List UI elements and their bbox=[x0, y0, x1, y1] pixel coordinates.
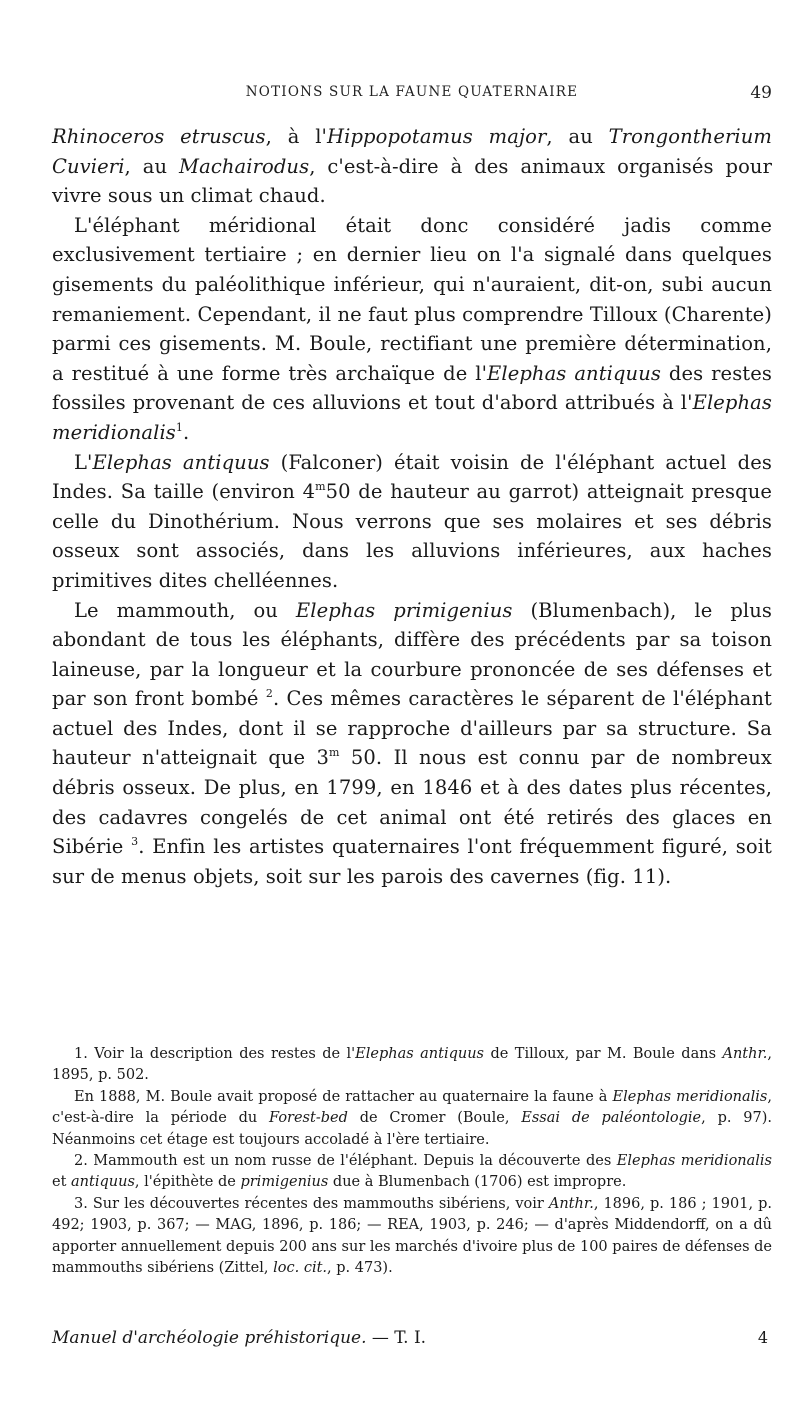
text-run: , c'est-à-dire la période du bbox=[52, 1088, 772, 1127]
footnote-1 bbox=[52, 1044, 772, 1087]
running-title: NOTIONS SUR LA FAUNE QUATERNAIRE bbox=[245, 84, 579, 100]
page-header bbox=[52, 84, 772, 104]
text-run: de Tilloux, par M. Boule dans bbox=[484, 1046, 723, 1062]
signature-mark: 4 bbox=[757, 1328, 768, 1347]
journal-name: Anthr. bbox=[722, 1046, 768, 1062]
taxon-name: Elephas meridionalis bbox=[616, 1153, 772, 1170]
text-run: 2. Mammouth est un nom russe de l'éléphant. Depuis la découverte des bbox=[74, 1153, 617, 1170]
text-run: , c'est-à-dire à des animaux organisés pour vivre sous un climat chaud. bbox=[52, 154, 772, 208]
taxon-name: antiquus bbox=[71, 1174, 135, 1191]
footnote-ref: 2 bbox=[265, 687, 273, 701]
text-run: 3. Sur les découvertes récentes des mammouths sibériens, voir bbox=[74, 1195, 549, 1212]
period-name: Forest-bed bbox=[269, 1110, 348, 1127]
taxon-name: Elephas primigenius bbox=[295, 598, 513, 622]
footnote-3 bbox=[52, 1194, 772, 1280]
paragraph-3 bbox=[52, 448, 772, 596]
citation-abbrev: loc. cit. bbox=[273, 1260, 328, 1277]
book-title: Manuel d'archéologie préhistorique. bbox=[52, 1328, 367, 1348]
text-run: , 1895, p. 502. bbox=[52, 1046, 773, 1084]
taxon-name: Elephas antiquus bbox=[92, 450, 270, 474]
text-run: due à Blumenbach (1706) est impropre. bbox=[328, 1174, 627, 1191]
unit-superscript: m bbox=[329, 746, 340, 760]
page-footer bbox=[52, 1328, 772, 1350]
paragraph-4 bbox=[52, 596, 772, 892]
text-run: En 1888, M. Boule avait proposé de rattacher au quaternaire la faune à bbox=[74, 1088, 613, 1105]
body-text bbox=[52, 122, 772, 891]
footnotes bbox=[52, 1044, 772, 1279]
journal-name: Anthr. bbox=[548, 1195, 594, 1212]
text-run: (Blumenbach), le plus abondant de tous les éléphants, diffère des précédents par sa toison laineuse, par la longueur et la courbure prononcée de ses défenses et par son front bombé bbox=[52, 598, 773, 711]
taxon-name: Elephas meridionalis bbox=[612, 1088, 768, 1105]
text-run: et bbox=[52, 1174, 72, 1191]
text-run: (Falconer) était voisin de l'éléphant actuel des Indes. Sa taille (environ 4 bbox=[52, 450, 772, 504]
text-run: . Ces mêmes caractères le séparent de l'éléphant actuel des Indes, dont il se rapproche d'ailleurs par sa structure. Sa hauteur n'atteignait que 3 bbox=[52, 687, 772, 770]
text-run: , p. 97). Néanmoins cet étage est toujours accoladé à l'ère tertiaire. bbox=[52, 1110, 772, 1148]
text-run: , au bbox=[124, 154, 180, 178]
paragraph-1 bbox=[52, 122, 772, 211]
text-run: 50 de hauteur au garrot) atteignait presque celle du Dinothérium. Nous verrons que ses molaires et ses débris osseux sont associés, dans les alluvions inférieures, aux haches primitives dites chelléennes. bbox=[52, 480, 772, 592]
taxon-name: Elephas antiquus bbox=[487, 361, 661, 385]
taxon-name: Elephas antiquus bbox=[355, 1046, 484, 1062]
footnote-2 bbox=[52, 1151, 772, 1194]
footnote-ref: 3 bbox=[131, 835, 139, 849]
footer-title bbox=[52, 1328, 426, 1348]
footnote-ref: 1 bbox=[175, 420, 184, 434]
book-title: Essai de paléontologie bbox=[521, 1110, 702, 1127]
text-run: , à l' bbox=[265, 125, 328, 148]
taxon-name: Machairodus bbox=[179, 154, 310, 178]
text-run: 50. Il nous est connu par de nombreux débris osseux. De plus, en 1799, en 1846 et à des dates plus récentes, des cadavres congelés de cet animal ont été retirés des glaces en Sibérie bbox=[52, 746, 772, 859]
text-run: , 1896, p. 186 ; 1901, p. 492; 1903, p. 367; — MAG, 1896, p. 186; — REA, 1903, p. 246; — d'après Middendorff, on a dû apporter annuellement depuis 200 ans sur les marchés d'ivoire plus de 100 paires de défenses de mammouths sibériens (Zittel, bbox=[52, 1195, 772, 1277]
footnote-1-continued bbox=[52, 1087, 772, 1151]
text-run: Le mammouth, ou bbox=[74, 598, 296, 622]
text-run: 1. Voir la description des restes de l' bbox=[74, 1046, 356, 1062]
unit-superscript: m bbox=[315, 480, 326, 494]
taxon-name: Elephas meridionalis bbox=[52, 391, 772, 444]
paragraph-2 bbox=[52, 211, 772, 448]
text-run: de Cromer (Boule, bbox=[347, 1110, 522, 1127]
tome-label: — T. I. bbox=[366, 1328, 427, 1348]
taxon-name: Hippopotamus major bbox=[327, 125, 547, 148]
taxon-name: Rhinoceros etruscus bbox=[52, 125, 266, 148]
text-run: L' bbox=[74, 450, 93, 474]
text-run: des restes fossiles provenant de ces alluvions et tout d'abord attribués à l' bbox=[52, 361, 772, 415]
text-run: , p. 473). bbox=[327, 1260, 393, 1277]
page-number: 49 bbox=[750, 83, 772, 103]
text-run: . Enfin les artistes quaternaires l'ont fréquemment figuré, soit sur de menus objets, soit sur les parois des cavernes (fig. 11). bbox=[52, 835, 772, 888]
taxon-name: Trongontherium Cuvieri bbox=[52, 125, 772, 178]
text-run: , l'épithète de bbox=[134, 1174, 241, 1191]
text-run: . bbox=[183, 420, 190, 444]
taxon-name: primigenius bbox=[240, 1174, 329, 1191]
text-run: , au bbox=[546, 125, 609, 148]
text-run: L'éléphant méridional était donc considéré jadis comme exclusivement tertiaire ; en dernier lieu on l'a signalé dans quelques gisements du paléolithique inférieur, qui n'auraient, dit-on, subi aucun remaniement. Cependant, il ne faut plus comprendre Tilloux (Charente) parmi ces gisements. M. Boule, rectifiant une première détermination, a restitué à une forme très archaïque de l' bbox=[52, 213, 772, 385]
